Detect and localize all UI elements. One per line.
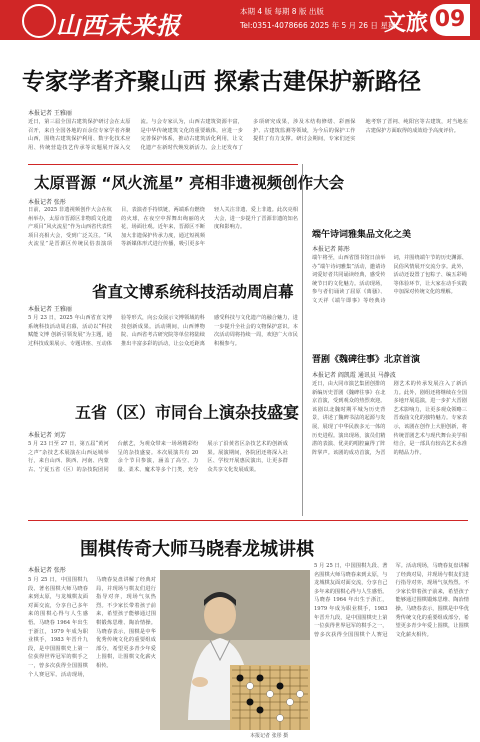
page-number: 09	[430, 4, 470, 36]
divider	[28, 164, 298, 165]
side1-byline: 本报记者 陈彤	[312, 246, 350, 253]
side2-byline: 本报记者 阎凯霞 通讯员 马静波	[312, 372, 396, 379]
side1-body: 端午将至，山西省图书馆日前举办“端午诗词雅集”活动，邀请诗词爱好者共同诵读经典，感受传统节日的文化魅力。活动现场，参与者们诵读了屈原《离骚》、文天祥《端午即事》等经典诗词，并围绕端午节的历史渊源、民俗风情展开交流分享。此外，活动还设置了包粽子、编五彩绳等体验环节，让大家在动手实践中加深对传统文化的理解。	[312, 255, 467, 304]
masthead-logo: 山西未来报	[56, 11, 181, 40]
article3-headline: 省直文博系统科技活动周启幕	[92, 283, 294, 301]
article2-body: 日前，2025 非遗视频创作大会在杭州举办，太原市晋源区非物质文化遗产项目“风火流星”作为山西省代表性项目亮相大会，受到广泛关注。“风火流星”是晋源区传统民俗表演项目，表演者手持铁链，两端系有燃烧的火球，在夜空中挥舞出绚丽的火花，场面壮观。近年来，晋源区不断加大非遗保护传承力度，通过短视频等新媒体形式进行传播，吸引更多年轻人关注非遗、爱上非遗。此次亮相大会，进一步提升了晋源非遗的知名度和影响力。	[28, 207, 298, 248]
lead-byline: 本报记者 王雅丽	[28, 110, 72, 117]
lead-body: 近日，第三届全国古建筑保护研讨会在太原召开，来自全国各地的百余位专家学者齐聚山西，围绕古建筑保护利用、数字化技术应用、传统营造技艺传承等议题展开深入交流。与会专家认为，山西古建筑资源丰富，是中华传统建筑文化的重要载体，应进一步完善保护体系，推动古建筑活化利用，让文化遗产在新时代焕发新活力。会上还发布了多项研究成果，涉及木结构修缮、彩画保护、古建筑监测等领域，为今后的保护工作提供了有力支撑。研讨会期间，专家们还实地考察了晋祠、纯阳宫等古建筑，对当地在古建保护方面取得的成效给予高度评价。	[28, 119, 468, 151]
side1-headline: 端午诗词雅集品文化之美	[312, 230, 412, 240]
article5-body-right: 5 月 25 日，中国围棋九段、著名围棋大师马晓春来到太原，与龙城棋友面对面交流，分享自己多年来的围棋心得与人生感悟。马晓春 1964 年出生于浙江，1979 年成为职业棋手，1983 年晋升九段，是中国围棋史上第一位获得世界冠军的棋手之一，曾多次获得全国围棋个人赛冠军。活动现场，马晓春复盘讲解了经典对局，并现场与棋友们进行指导对弈，现场气氛热烈。不少家长带着孩子前来，希望孩子能够通过围棋锻炼思维、陶冶情操。马晓春表示，围棋是中华优秀传统文化的重要组成部分，希望更多青少年爱上围棋，让围棋文化薪火相传。	[314, 563, 469, 638]
masthead-logo-emblem	[22, 4, 56, 38]
article5-headline: 围棋传奇大师马晓春龙城讲棋	[80, 539, 314, 560]
photo-illustration	[160, 570, 310, 730]
article5-photo	[160, 570, 310, 730]
article5-body-left: 5 月 25 日，中国围棋九段、著名围棋大师马晓春来到太原，与龙城棋友面对面交流，分享自己多年来的围棋心得与人生感悟。马晓春 1964 年出生于浙江，1979 年成为职业棋手，1983 年晋升九段，是中国围棋史上第一位获得世界冠军的棋手之一，曾多次获得全国围棋个人赛冠军。活动现场，马晓春复盘讲解了经典对局，并现场与棋友们进行指导对弈，现场气氛热烈。不少家长带着孩子前来，希望孩子能够通过围棋锻炼思维、陶冶情操。马晓春表示，围棋是中华优秀传统文化的重要组成部分，希望更多青少年爱上围棋，让围棋文化薪火相传。	[28, 577, 156, 678]
article4-headline: 五省（区）市同台上演杂技盛宴	[75, 403, 300, 422]
column-divider	[302, 164, 303, 516]
divider	[28, 520, 468, 521]
side2-body: 近日，由大同市演艺集团创排的新编历史晋剧《魏碑往事》在北京首演，受到观众的热烈欢迎。该剧以北魏时期平城为历史背景，讲述了魏碑书法的起源与发展，展现了中华民族多元一体的历史进程。演出现场，演员们精湛的表演、优美的唱腔赢得了阵阵掌声。该剧的成功首演，为晋剧艺术的传承发展注入了新活力。此外，剧组还将继续在全国多地开展巡演，进一步扩大晋剧艺术影响力，让更多观众领略三晋戏曲文化的独特魅力。专家表示，该剧在创作上大胆创新，将传统晋剧艺术与现代舞台美学相结合，是一部具有较高艺术水准的精品力作。	[312, 381, 467, 456]
article2-byline: 本报记者 张彤	[28, 199, 66, 206]
section-title: 文旅	[384, 10, 429, 36]
masthead-meta-line1: 本期 4 版 每期 8 版 出版	[240, 7, 324, 16]
article5-byline: 本报记者 张彤	[28, 567, 66, 574]
article4-body: 5 月 23 日至 27 日，第五届“黄河之声”杂技艺术展演在山西运城举行，来自山西、陕西、河南、内蒙古、宁夏五省（区）的杂技院团同台献艺，为观众带来一场场精彩纷呈的杂技盛宴。本次展演共有 20 余个节目参演，涵盖了高空、力量、柔术、魔术等多个门类，充分展示了沿黄省区杂技艺术的创新成果。展演期间，各院团还将深入社区、学校开展惠民演出，让更多群众共享文化发展成果。	[28, 441, 288, 473]
masthead-meta-line2: Tel:0351-4078666 2025 年 5 月 26 日 星期一	[240, 21, 403, 30]
article3-byline: 本报记者 王雅丽	[28, 306, 72, 313]
article4-byline: 本报记者 刘芳	[28, 432, 66, 439]
article3-body: 5 月 23 日，2025 年山西省直文博系统科技活动周启幕，活动以“科技赋能文博 创新引领发展”为主题，通过科技成果展示、专题讲座、互动体验等形式，向公众展示文博领域的科技创新成果。活动期间，山西博物院、山西省考古研究院等单位将陆续推出丰富多彩的活动，让公众近距离感受科技与文化遗产的融合魅力，进一步提升全社会的文物保护意识。本次活动周将持续一周，欢迎广大市民积极参与。	[28, 315, 298, 347]
photo-caption: 本报记者 张彤 摄	[250, 733, 289, 739]
article2-headline: 太原晋源 “风火流星” 亮相非遗视频创作大会	[34, 174, 345, 192]
side2-headline: 晋剧《魏碑往事》北京首演	[312, 355, 421, 365]
lead-headline: 专家学者齐聚山西 探索古建保护新路径	[22, 69, 422, 95]
